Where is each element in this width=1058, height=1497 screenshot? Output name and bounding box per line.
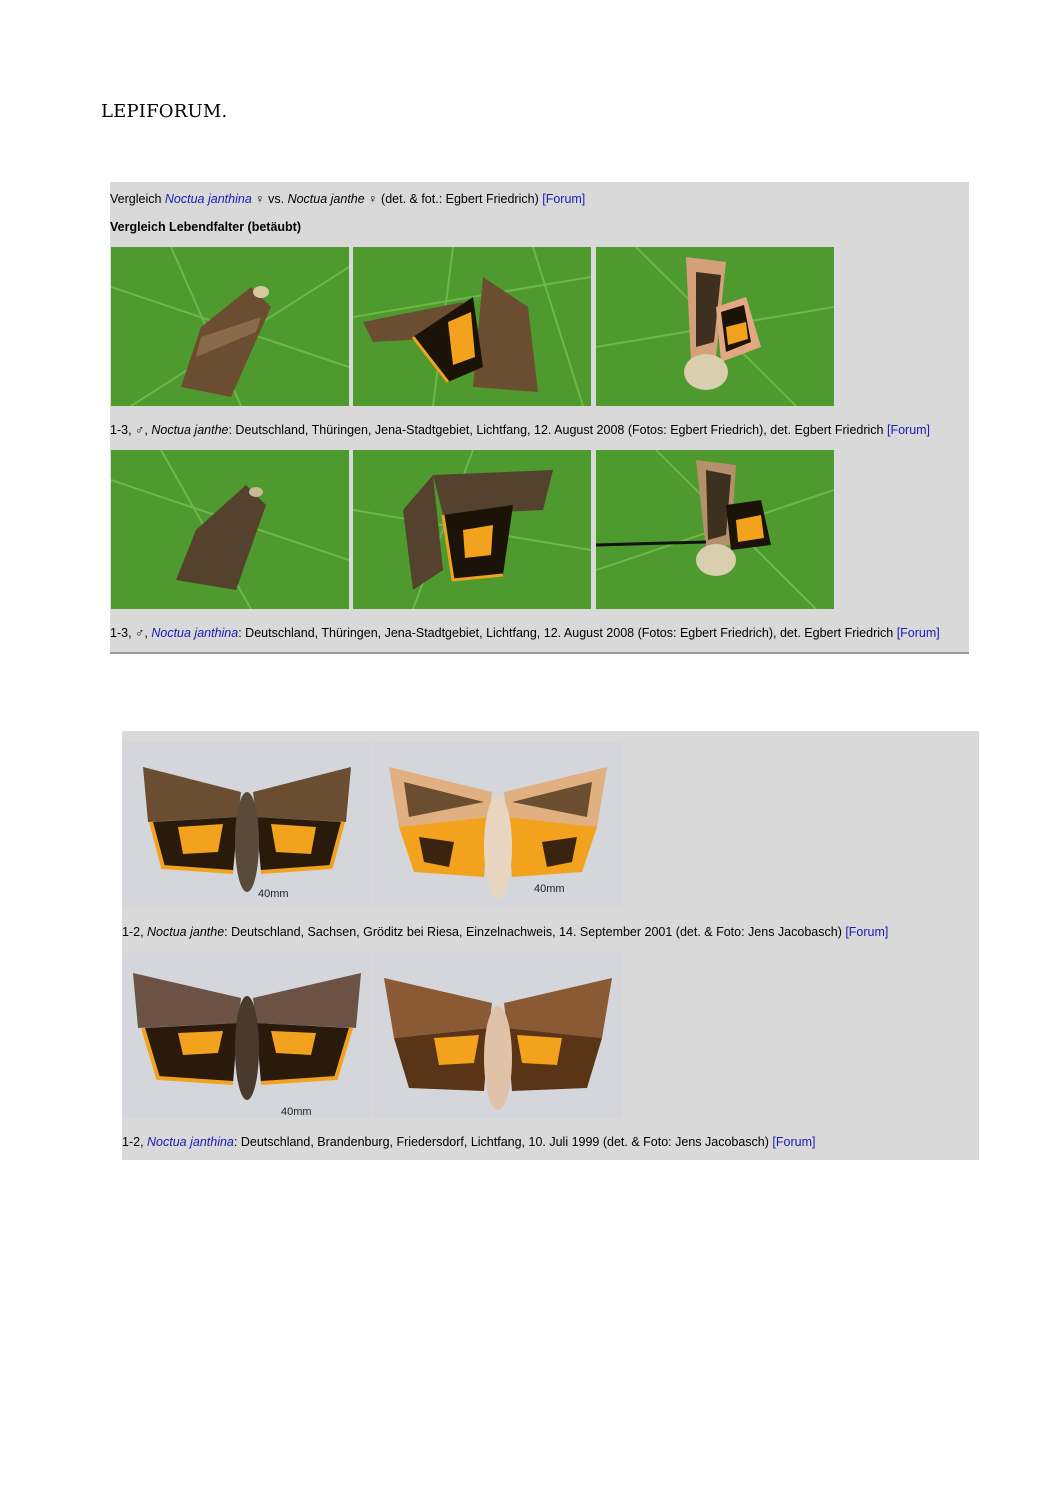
specimen-janthe-upperside[interactable]: [123, 742, 371, 907]
section-heading: Vergleich Lebendfalter (betäubt): [110, 220, 302, 234]
caption-text: : Deutschland, Brandenburg, Friedersdorf, Lichtfang, 10. Juli 1999 (det. & Foto: Jens Jacobasch): [233, 1135, 773, 1149]
photo-janthe-1[interactable]: [111, 247, 349, 406]
forum-link[interactable]: [Forum]: [896, 626, 940, 640]
forum-link[interactable]: [Forum]: [886, 423, 931, 437]
caption-text: : Deutschland, Thüringen, Jena-Stadtgebiet, Lichtfang, 12. August 2008 (Fotos: Egbert Friedrich), det. Egbert Friedrich: [238, 626, 897, 640]
moth-on-leaf-image: [596, 247, 834, 406]
species-link-janthina[interactable]: Noctua janthina: [164, 192, 252, 206]
caption-text: : Deutschland, Thüringen, Jena-Stadtgebiet, Lichtfang, 12. August 2008 (Fotos: Egbert Friedrich), det. Egbert Friedrich: [228, 423, 887, 437]
vs-text: vs.: [264, 192, 288, 206]
specimen-janthina-upperside[interactable]: [123, 953, 371, 1118]
caption-prefix: 1-2,: [122, 925, 148, 939]
mounted-moth-image: [123, 742, 371, 907]
caption-janthe-live: [110, 422, 930, 438]
caption-prefix: 1-2,: [122, 1135, 148, 1149]
scale-label: 40mm: [534, 883, 565, 895]
species-name-janthe: Noctua janthe: [287, 192, 365, 206]
species-name: Noctua janthe: [147, 925, 225, 939]
photo-janthina-3[interactable]: [596, 450, 834, 609]
comparison-panel-specimens: [122, 731, 979, 1160]
photo-janthe-2[interactable]: [353, 247, 591, 406]
specimen-janthina-underside[interactable]: [374, 953, 622, 1118]
mounted-moth-image: [374, 953, 622, 1118]
photo-janthina-1[interactable]: [111, 450, 349, 609]
scale-label: 40mm: [258, 888, 289, 900]
species-link[interactable]: Noctua janthina: [147, 1135, 234, 1149]
photo-janthina-2[interactable]: [353, 450, 591, 609]
female-symbol: ♀: [364, 192, 378, 206]
caption-text: : Deutschland, Sachsen, Gröditz bei Riesa, Einzelnachweis, 14. September 2001 (det. & Foto: Jens Jacobasch): [224, 925, 846, 939]
mounted-moth-image: [123, 953, 371, 1118]
forum-link[interactable]: [Forum]: [542, 192, 586, 206]
moth-on-leaf-image: [111, 247, 349, 406]
caption-janthe-specimen: [122, 924, 888, 940]
moth-on-leaf-image: [353, 247, 591, 406]
specimen-janthe-underside[interactable]: [374, 742, 622, 907]
forum-link[interactable]: [Forum]: [845, 925, 889, 939]
moth-on-leaf-image: [111, 450, 349, 609]
forum-link[interactable]: [Forum]: [772, 1135, 816, 1149]
species-name: Noctua janthe: [151, 423, 229, 437]
scale-label: 40mm: [281, 1106, 312, 1118]
female-symbol: ♀: [251, 192, 265, 206]
caption-prefix: 1-3, ♂,: [110, 626, 152, 640]
intro-line: [110, 191, 585, 207]
photo-janthe-3[interactable]: [596, 247, 834, 406]
caption-janthina-specimen: [122, 1134, 815, 1150]
moth-on-leaf-image: [596, 450, 834, 609]
caption-janthina-live: [110, 625, 940, 641]
caption-prefix: 1-3, ♂,: [110, 423, 152, 437]
moth-on-leaf-image: [353, 450, 591, 609]
species-link[interactable]: Noctua janthina: [151, 626, 239, 640]
comparison-panel-live: [110, 182, 969, 654]
intro-prefix: Vergleich: [110, 192, 165, 206]
mounted-moth-image: [374, 742, 622, 907]
intro-credit: (det. & fot.: Egbert Friedrich): [377, 192, 543, 206]
lepiforum-logo[interactable]: LEPIFORUM.: [101, 101, 228, 122]
